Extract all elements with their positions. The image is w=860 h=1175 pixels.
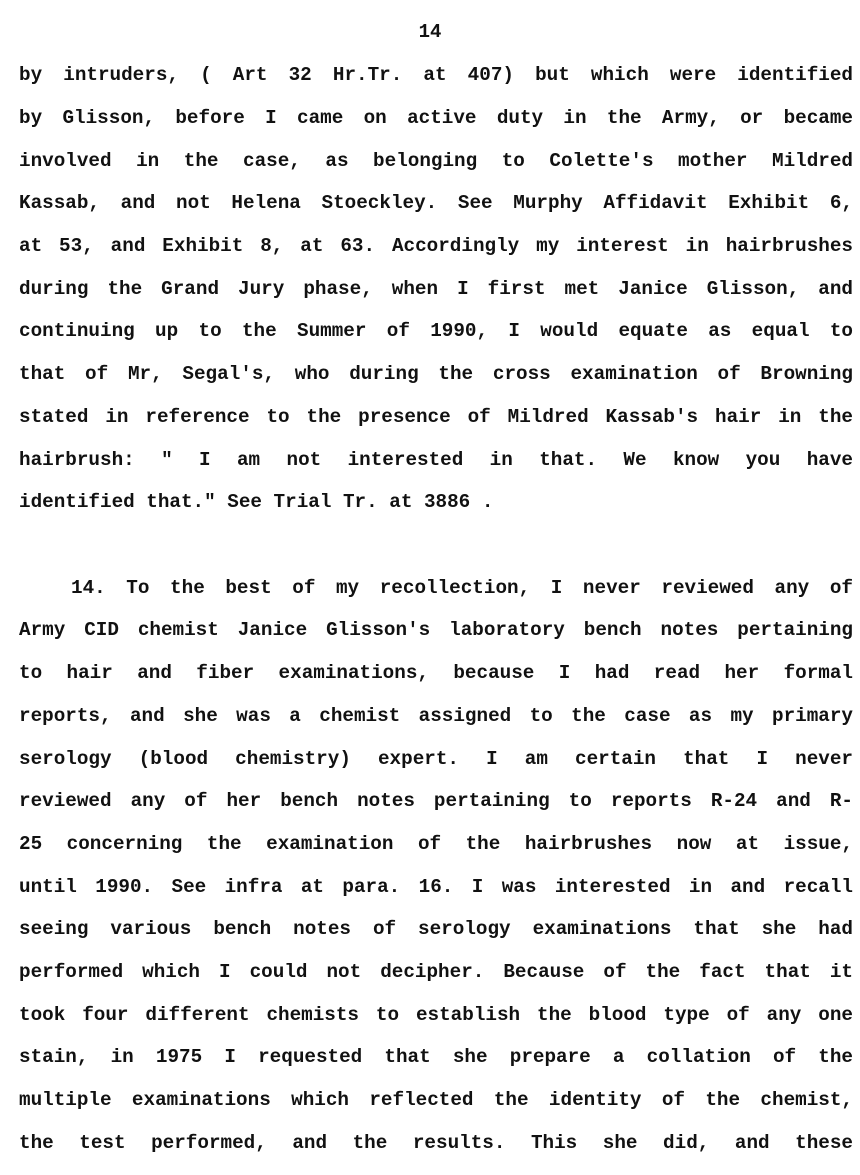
text-line: identified that." See Trial Tr. at 3886 . <box>19 491 494 513</box>
text-line: stain, in 1975 I requested that she prepare a collation of the <box>19 1046 853 1068</box>
text-line: involved in the case, as belonging to Colette's mother Mildred <box>19 150 853 172</box>
text-line: 14. To the best of my recollection, I never reviewed any of <box>71 577 853 599</box>
text-line: reviewed any of her bench notes pertaining to reports R-24 and R- <box>19 790 853 812</box>
text-line: 25 concerning the examination of the hairbrushes now at issue, <box>19 833 853 855</box>
text-line: the test performed, and the results. This she did, and these <box>19 1132 853 1154</box>
text-line: took four different chemists to establish the blood type of any one <box>19 1004 853 1026</box>
text-line: by intruders, ( Art 32 Hr.Tr. at 407) but which were identified <box>19 64 853 86</box>
text-line: at 53, and Exhibit 8, at 63. Accordingly my interest in hairbrushes <box>19 235 853 257</box>
text-line: seeing various bench notes of serology examinations that she had <box>19 918 853 940</box>
text-line: multiple examinations which reflected the identity of the chemist, <box>19 1089 853 1111</box>
text-line: Army CID chemist Janice Glisson's laboratory bench notes pertaining <box>19 619 853 641</box>
text-line: reports, and she was a chemist assigned to the case as my primary <box>19 705 853 727</box>
text-line: hairbrush: " I am not interested in that. We know you have <box>19 449 853 471</box>
text-line: during the Grand Jury phase, when I first met Janice Glisson, and <box>19 278 853 300</box>
text-line: to hair and fiber examinations, because I had read her formal <box>19 662 853 684</box>
text-line: stated in reference to the presence of Mildred Kassab's hair in the <box>19 406 853 428</box>
text-line: until 1990. See infra at para. 16. I was interested in and recall <box>19 876 853 898</box>
page-number: 14 <box>418 21 442 43</box>
text-line: by Glisson, before I came on active duty in the Army, or became <box>19 107 853 129</box>
text-line: serology (blood chemistry) expert. I am certain that I never <box>19 748 853 770</box>
text-line: Kassab, and not Helena Stoeckley. See Murphy Affidavit Exhibit 6, <box>19 192 853 214</box>
text-line: performed which I could not decipher. Because of the fact that it <box>19 961 853 983</box>
text-line: continuing up to the Summer of 1990, I would equate as equal to <box>19 320 853 342</box>
text-line: that of Mr, Segal's, who during the cross examination of Browning <box>19 363 853 385</box>
